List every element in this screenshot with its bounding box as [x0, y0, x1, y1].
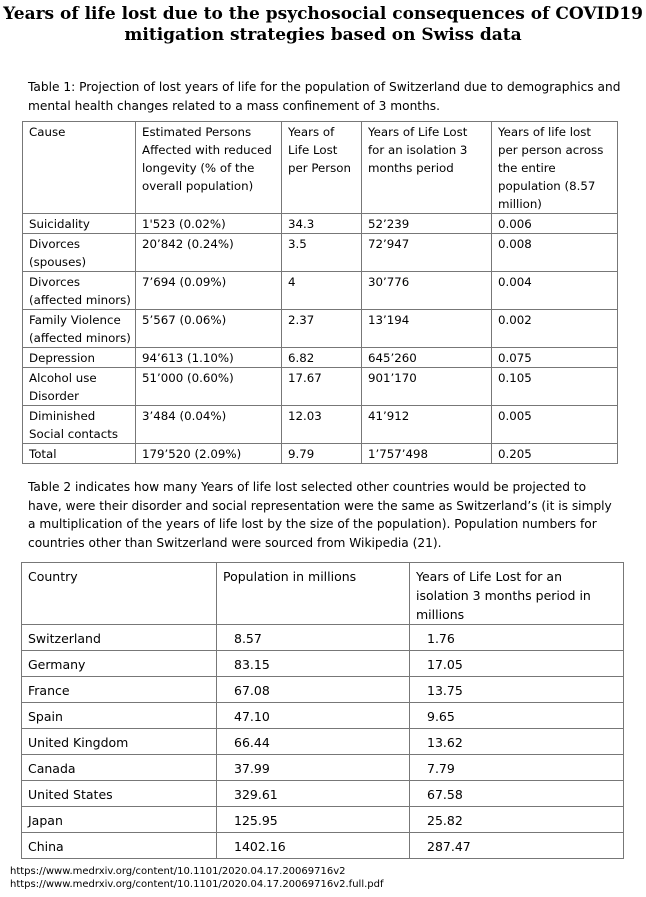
table-cell: Diminished Social contacts: [23, 406, 136, 444]
table-cell: Divorces (affected minors): [23, 272, 136, 310]
table-cell: 645’260: [362, 348, 492, 368]
table-cell: 5’567 (0.06%): [136, 310, 282, 348]
table-cell: 9.65: [410, 703, 624, 729]
table1-header-cell: Years of life lost per person across the entire population (8.57 million): [492, 122, 618, 214]
table-cell: 1’757’498: [362, 444, 492, 464]
table-cell: United States: [22, 781, 217, 807]
table-cell: 17.67: [282, 368, 362, 406]
table-row: [23, 368, 618, 406]
table-cell: 179’520 (2.09%): [136, 444, 282, 464]
table-cell: 52’239: [362, 214, 492, 234]
table-cell: 67.08: [217, 677, 410, 703]
table-cell: Japan: [22, 807, 217, 833]
table2-header-row: [22, 563, 624, 625]
table-cell: 12.03: [282, 406, 362, 444]
table-row: [22, 755, 624, 781]
table1: [22, 121, 618, 464]
table-row: [23, 234, 618, 272]
table-row: [22, 625, 624, 651]
table-cell: 287.47: [410, 833, 624, 859]
table-cell: 329.61: [217, 781, 410, 807]
page-title: [0, 4, 646, 46]
table-cell: 0.205: [492, 444, 618, 464]
table-cell: 1.76: [410, 625, 624, 651]
table-cell: 1402.16: [217, 833, 410, 859]
table1-caption: Table 1: Projection of lost years of life for the population of Switzerland due to demographics and mental health changes related to a mass confinement of 3 months.: [28, 80, 621, 113]
table-cell: Suicidality: [23, 214, 136, 234]
table-row: [22, 833, 624, 859]
table1-header-cell: Cause: [23, 122, 136, 214]
table-cell: 94’613 (1.10%): [136, 348, 282, 368]
table-cell: 0.005: [492, 406, 618, 444]
table-cell: 9.79: [282, 444, 362, 464]
table-row: [23, 406, 618, 444]
table-cell: 13.62: [410, 729, 624, 755]
page-title-line-1: Years of life lost due to the psychosocial consequences of COVID19: [3, 4, 643, 24]
table-cell: 17.05: [410, 651, 624, 677]
footer: [10, 865, 384, 891]
table2-header-cell: Country: [22, 563, 217, 625]
table-cell: Germany: [22, 651, 217, 677]
table-row: [22, 651, 624, 677]
table-cell: 13.75: [410, 677, 624, 703]
table-cell: 0.008: [492, 234, 618, 272]
table-row: [22, 729, 624, 755]
table-cell: 13’194: [362, 310, 492, 348]
table1-header-row: [23, 122, 618, 214]
table-cell: 1'523 (0.02%): [136, 214, 282, 234]
table-cell: China: [22, 833, 217, 859]
table-cell: 3’484 (0.04%): [136, 406, 282, 444]
table-row: [22, 703, 624, 729]
table-cell: 30’776: [362, 272, 492, 310]
table-row: [23, 214, 618, 234]
table-cell: 901’170: [362, 368, 492, 406]
table-cell: United Kingdom: [22, 729, 217, 755]
table-cell: 0.075: [492, 348, 618, 368]
table-cell: 51’000 (0.60%): [136, 368, 282, 406]
table-cell: 0.004: [492, 272, 618, 310]
table-cell: 20’842 (0.24%): [136, 234, 282, 272]
table1-header-cell: Estimated Persons Affected with reduced longevity (% of the overall population): [136, 122, 282, 214]
footer-url-2[interactable]: https://www.medrxiv.org/content/10.1101/2020.04.17.20069716v2.full.pdf: [10, 879, 384, 890]
table-cell: 2.37: [282, 310, 362, 348]
table-cell: 0.006: [492, 214, 618, 234]
table2-header-cell: Years of Life Lost for an isolation 3 months period in millions: [410, 563, 624, 625]
table-row: [22, 677, 624, 703]
page-title-line-2: mitigation strategies based on Swiss data: [124, 25, 522, 45]
table-row: [23, 444, 618, 464]
table-cell: 0.105: [492, 368, 618, 406]
table-cell: 67.58: [410, 781, 624, 807]
table-cell: 72’947: [362, 234, 492, 272]
table-cell: 7.79: [410, 755, 624, 781]
table-cell: 25.82: [410, 807, 624, 833]
table-cell: 37.99: [217, 755, 410, 781]
table-row: [23, 348, 618, 368]
table-cell: Alcohol use Disorder: [23, 368, 136, 406]
table-row: [23, 272, 618, 310]
table-cell: Total: [23, 444, 136, 464]
table-cell: Divorces (spouses): [23, 234, 136, 272]
table-cell: 125.95: [217, 807, 410, 833]
table-cell: 41’912: [362, 406, 492, 444]
table-row: [23, 310, 618, 348]
table-cell: 34.3: [282, 214, 362, 234]
table-row: [22, 807, 624, 833]
table-cell: 7’694 (0.09%): [136, 272, 282, 310]
table-cell: 47.10: [217, 703, 410, 729]
footer-url-1[interactable]: https://www.medrxiv.org/content/10.1101/2020.04.17.20069716v2: [10, 866, 346, 877]
table-cell: Canada: [22, 755, 217, 781]
table-cell: Switzerland: [22, 625, 217, 651]
table1-header-cell: Years of Life Lost per Person: [282, 122, 362, 214]
table-cell: 66.44: [217, 729, 410, 755]
table-cell: 4: [282, 272, 362, 310]
table2-header-cell: Population in millions: [217, 563, 410, 625]
table-cell: France: [22, 677, 217, 703]
table-cell: 8.57: [217, 625, 410, 651]
table-cell: Spain: [22, 703, 217, 729]
table-cell: 6.82: [282, 348, 362, 368]
table-cell: Depression: [23, 348, 136, 368]
table2-caption: Table 2 indicates how many Years of life lost selected other countries would be projected to have, were their disorder and social representation were the same as Switzerland’s (it is simply a multiplication of the years of life lost by the size of the population). Population numbers for countries other than Switzerland were sourced from Wikipedia (21).: [28, 480, 612, 550]
table2: [21, 562, 624, 859]
table-cell: 83.15: [217, 651, 410, 677]
table-row: [22, 781, 624, 807]
table-cell: Family Violence (affected minors): [23, 310, 136, 348]
table-cell: 3.5: [282, 234, 362, 272]
table1-header-cell: Years of Life Lost for an isolation 3 months period: [362, 122, 492, 214]
table-cell: 0.002: [492, 310, 618, 348]
